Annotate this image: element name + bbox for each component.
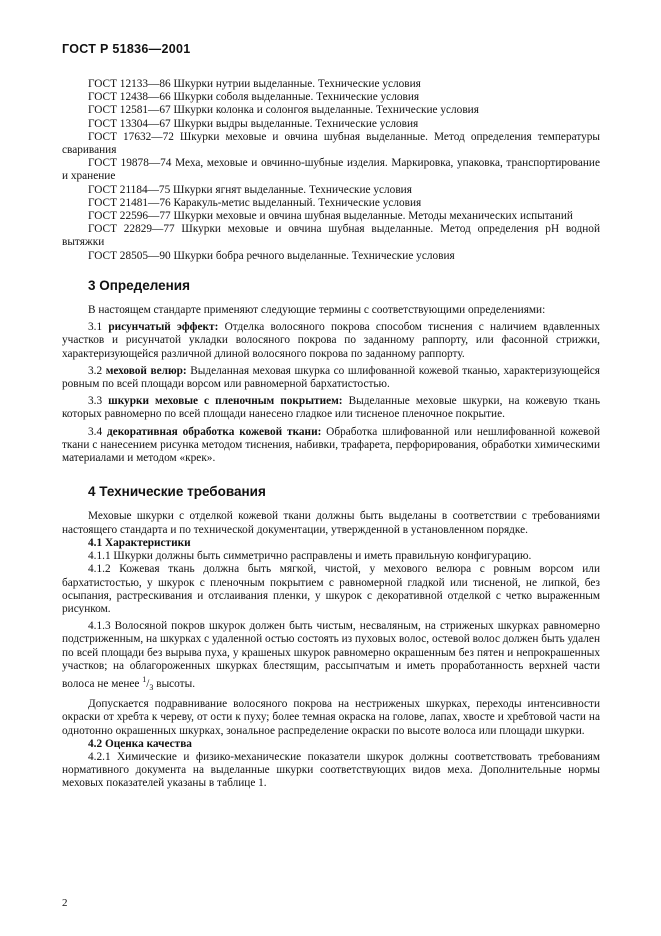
reference-item: ГОСТ 21184—75 Шкурки ягнят выделанные. Технические условия (88, 183, 412, 196)
subsection-4-2-heading: 4.2 Оценка качества (88, 737, 192, 750)
paragraph-4-1-3-text: 4.1.3 Волосяной покров шкурок должен быть чистым, несваляным, на стриженых шкурках равномерно подстриженным, на шкурках с удаленной остью состоять из пуховых волос, остевой волос должен быть удален по всей площади без вырыва пуха, у крашеных шкурок равномерно окрашенным без пятен и непрокрашенных участков; на облагороженных шкурках блестящим, рассыпчатым и иметь проработанность верхней части волоса не менее (62, 620, 600, 690)
paragraph-4-1-3: 4.1.3 Волосяной покров шкурок должен быть чистым, несваляным, на стриженых шкурках равномерно подстриженным, на шкурках с удаленной остью состоять из пуховых волос, остевой волос должен быть удален по всей площади без вырыва пуха, у крашеных шкурок равномерно окрашенным без пятен и непрокрашенных участков; на облагороженных шкурках блестящим, рассыпчатым и иметь проработанность верхней части волоса не менее $^1/_3$ высоты. (62, 620, 600, 692)
definition-number: 3.4 (88, 425, 107, 438)
references-list (62, 78, 600, 263)
definition-item (62, 321, 600, 361)
definition-text: Обработка шлифованной или нешлифованной кожевой ткани с нанесением рисунка методом тиснения, набивки, трафарета, перфорирования, обработки химическими материалами и методом «крек». (62, 425, 600, 465)
reference-item: ГОСТ 28505—90 Шкурки бобра речного выделанные. Технические условия (88, 249, 455, 262)
definition-text: Выделанная меховая шкурка со шлифованной кожевой тканью, характеризующейся ровным по всей площади ворсом или равномерной бархатистостью. (62, 364, 600, 391)
reference-item: ГОСТ 22596—77 Шкурки меховые и овчина шубная выделанные. Методы механических испытаний (88, 210, 573, 223)
definitions-list (62, 321, 600, 465)
definition-text: Отделка волосяного покрова способом тиснения с наличием вдавленных участков и рисунчатой укладки волосяного покрова по заданному раппорту, или фасонной стрижки, характеризующейся различной длиной волосяного покрова по заданному раппорту. (62, 321, 600, 360)
subsection-4-1-heading: 4.1 Характеристики (88, 536, 191, 549)
document-body (62, 78, 600, 791)
section-4-heading: 4 Технические требования (88, 484, 266, 500)
definition-term: декоративная обработка кожевой ткани: (106, 425, 322, 438)
reference-item: ГОСТ 17632—72 Шкурки меховые и овчина шубная выделанные. Метод определения температуры сваривания (62, 130, 600, 157)
definition-term: рисунчатый эффект: (108, 321, 219, 334)
definition-term: шкурки меховые с пленочным покрытием: (108, 395, 343, 408)
reference-item: ГОСТ 19878—74 Меха, меховые и овчинно-шубные изделия. Маркировка, упаковка, транспортирование и хранение (62, 157, 600, 183)
fraction-numerator: 1 (142, 674, 147, 684)
paragraph-4-1-3-end: высоты. (153, 677, 196, 690)
section-4-intro: Меховые шкурки с отделкой кожевой ткани должны быть выделаны в соответствии с требованиями настоящего стандарта и по технической документации, утвержденной в установленном порядке. (62, 510, 600, 536)
definition-item (62, 365, 600, 391)
paragraph-4-1-2: 4.1.2 Кожевая ткань должна быть мягкой, чистой, у мехового велюра с ровным ворсом или бархатистостью, у шкурок с пленочным покрытием с равномерной гладкой или тисненой, не липкой, без осыпания, растрескивания и отслаивания пленки, у шкурок с декоративной отделкой с четко выраженным рисунком. (62, 563, 600, 615)
definition-item (62, 395, 600, 421)
section-3-intro: В настоящем стандарте применяют следующие термины с соответствующими определениями: (88, 304, 546, 317)
section-3-heading: 3 Определения (88, 277, 190, 293)
reference-item: ГОСТ 13304—67 Шкурки выдры выделанные. Технические условия (88, 117, 419, 130)
reference-item: ГОСТ 12438—66 Шкурки соболя выделанные. Технические условия (88, 91, 420, 104)
definition-term: меховой велюр: (105, 364, 187, 377)
page-number: 2 (62, 897, 68, 909)
definition-number: 3.1 (88, 321, 109, 334)
definition-item (62, 426, 600, 466)
definition-text: Выделанные меховые шкурки, на кожевую ткань которых равномерно по всей площади нанесено гладкое или тисненое пленочное покрытие. (62, 395, 600, 421)
reference-item: ГОСТ 22829—77 Шкурки меховые и овчина шубная выделанные. Метод определения pH водной вытяжки (62, 223, 600, 249)
paragraph-4-1-1: 4.1.1 Шкурки должны быть симметрично расправлены и иметь правильную конфигурацию. (88, 550, 532, 563)
fraction-denominator: 3 (149, 682, 154, 692)
reference-item: ГОСТ 12133—86 Шкурки нутрии выделанные. Технические условия (88, 78, 421, 90)
document-header: ГОСТ Р 51836—2001 (62, 42, 191, 56)
definition-number: 3.2 (88, 364, 106, 377)
reference-item: ГОСТ 21481—76 Каракуль-метис выделанный. Технические условия (88, 196, 422, 209)
reference-item: ГОСТ 12581—67 Шкурки колонка и солонгоя выделанные. Технические условия (88, 104, 479, 117)
paragraph-4-1-3-continued: Допускается подравнивание волосяного покрова на нестриженых шкурках, переходы интенсивности окраски от хребта к череву, от ости к пуху; более темная окраска на голове, лапах, хвосте и хребтовой части на однотонно окрашенных шкурках, зональное распределение окраски по высоте волоса или площади шкурки. (62, 698, 600, 737)
paragraph-4-2-1: 4.2.1 Химические и физико-механические показатели шкурок должны соответствовать требованиям нормативного документа на выделанные шкурки соответствующих видов меха. Дополнительные нормы меховых показателей указаны в таблице 1. (62, 750, 600, 790)
definition-number: 3.3 (88, 395, 109, 408)
